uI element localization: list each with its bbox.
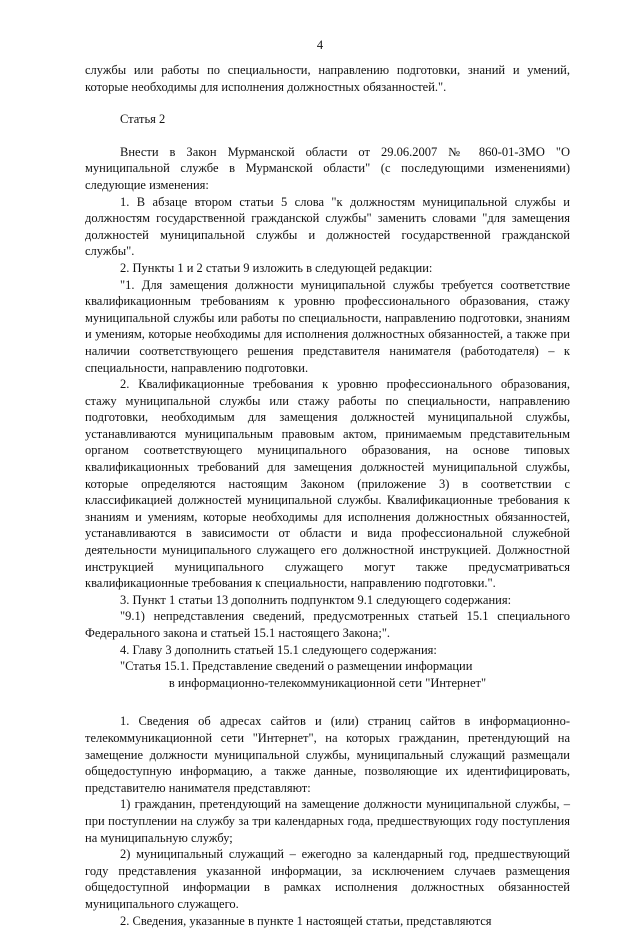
article-15-1-title: "Статья 15.1. Представление сведений о размещении информации (85, 658, 570, 675)
paragraph-item-4: 4. Главу 3 дополнить статьей 15.1 следующего содержания: (85, 642, 570, 659)
paragraph-quote-2: 2. Квалификационные требования к уровню профессионального образования, стажу муниципальной службы или стажу работы по специальности, направлению подготовки, необходимым для замещения должностей муниципальной службы, устанавливаются муниципальным правовым актом, принимаемым представительным органом соответствующего муниципального образования, на основе типовых квалификационных требований для замещения должностей муниципальной службы, которые определяются настоящим Законом (приложение 3) в соответствии с классификацией должностей муниципальной службы. Квалификационные требования к знаниям и умениям, которые необходимы для исполнения должностных обязанностей, устанавливаются в зависимости от области и вида профессиональной служебной деятельности муниципального служащего его должностной инструкцией. Должностной инструкцией муниципального служащего могут также предусматриваться квалификационные требования к специальности, направлению подготовки.". (85, 376, 570, 592)
paragraph-continuation: службы или работы по специальности, направлению подготовки, знаний и умений, которые необходимы для исполнения должностных обязанностей.". (85, 62, 570, 95)
article-heading: Статья 2 (85, 111, 570, 128)
page-number: 4 (0, 38, 640, 53)
paragraph-quote-1: "1. Для замещения должности муниципальной службы требуется соответствие квалификационным требованиям к уровню профессионального образования, стажу муниципальной службы или работы по специальности, направлению подготовки, знаниям и умениям, которые необходимы для исполнения должностных обязанностей, а также при наличии соответствующего решения представителя нанимателя (работодателя) – к специальности, направлению подготовки. (85, 277, 570, 377)
paragraph-item-1: 1. В абзаце втором статьи 5 слова "к должностям муниципальной службы и должностям государственной гражданской службы" заменить словами "для замещения должностей муниципальной службы и должностей государственной гражданской службы". (85, 194, 570, 260)
paragraph-item-2: 2. Пункты 1 и 2 статьи 9 изложить в следующей редакции: (85, 260, 570, 277)
paragraph-intro: Внести в Закон Мурманской области от 29.06.2007 № 860-01-ЗМО "О муниципальной службе в Мурманской области" (с последующими изменениями) следующие изменения: (85, 144, 570, 194)
paragraph-quote-9-1: "9.1) непредставления сведений, предусмотренных статьей 15.1 специального Федерального закона и статьей 15.1 настоящего Закона;". (85, 608, 570, 641)
paragraph-item-3: 3. Пункт 1 статьи 13 дополнить подпунктом 9.1 следующего содержания: (85, 592, 570, 609)
paragraph-15-1-sub-2: 2) муниципальный служащий – ежегодно за календарный год, предшествующий году представления указанной информации, за исключением случаев размещения общедоступной информации в рамках исполнения должностных обязанностей муниципального служащего. (85, 846, 570, 912)
document-body (85, 62, 570, 929)
paragraph-15-1-point-1: 1. Сведения об адресах сайтов и (или) страниц сайтов в информационно-телекоммуникационной сети "Интернет", на которых гражданин, претендующий на замещение должности муниципальной службы, муниципальный служащий размещали общедоступную информацию, а также данные, позволяющие их идентифицировать, представителю нанимателя представляют: (85, 713, 570, 796)
paragraph-15-1-sub-1: 1) гражданин, претендующий на замещение должности муниципальной службы, – при поступлении на службу за три календарных года, предшествующих году поступления на муниципальную службу; (85, 796, 570, 846)
paragraph-15-1-point-2: 2. Сведения, указанные в пункте 1 настоящей статьи, представляются (85, 913, 570, 929)
article-15-1-subtitle: в информационно-телекоммуникационной сети "Интернет" (85, 675, 570, 692)
